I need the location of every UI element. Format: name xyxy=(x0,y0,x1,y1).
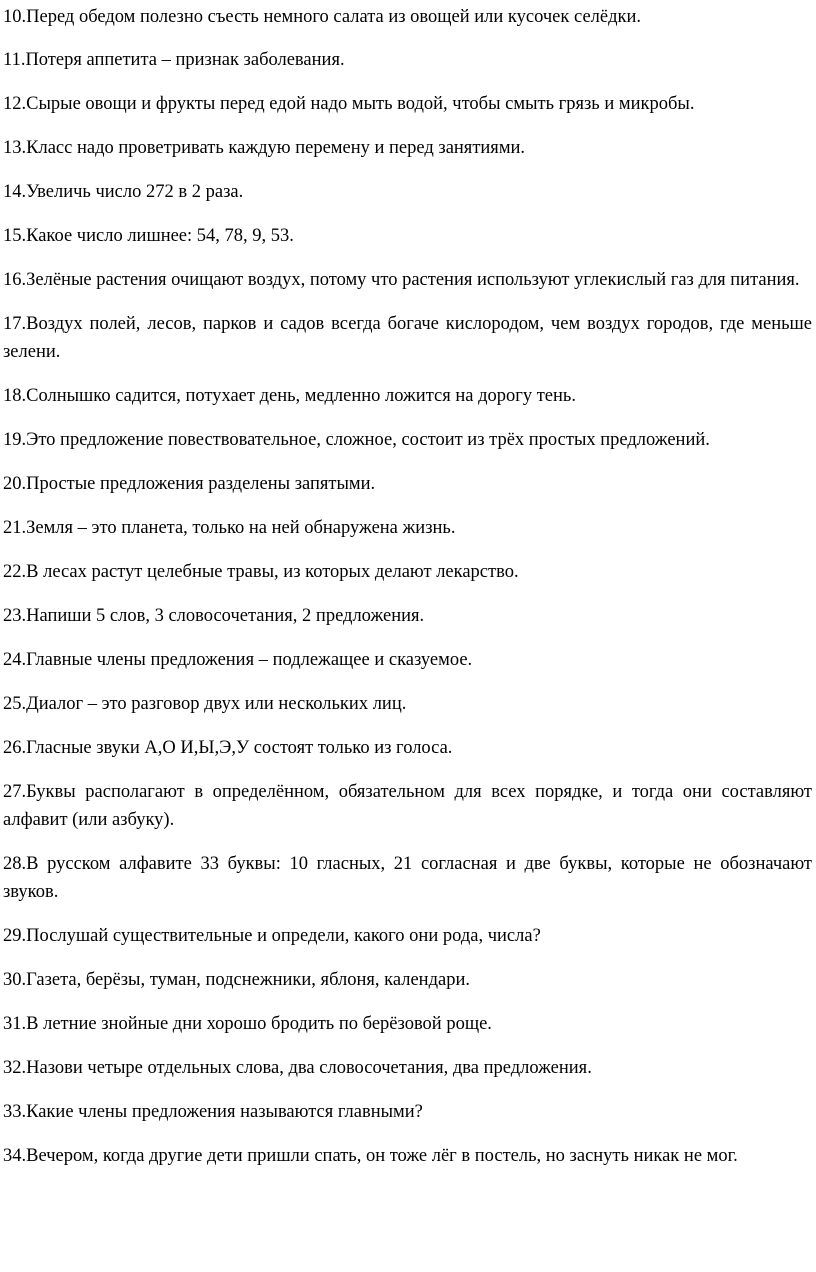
list-item: 25.Диалог – это разговор двух или нескольких лиц. xyxy=(3,694,407,714)
list-item: 34.Вечером, когда другие дети пришли спать, он тоже лёг в постель, но заснуть никак не мог. xyxy=(3,1146,738,1166)
list-item: 26.Гласные звуки А,О И,Ы,Э,У состоят только из голоса. xyxy=(3,738,453,758)
list-item: 24.Главные члены предложения – подлежащее и сказуемое. xyxy=(3,650,473,670)
list-item: 30.Газета, берёзы, туман, подснежники, яблоня, календари. xyxy=(3,970,470,990)
list-item: 27.Буквы располагают в определённом, обязательном для всех порядке, и тогда они составляют алфавит (или азбуку). xyxy=(3,782,812,830)
list-item: 21.Земля – это планета, только на ней обнаружена жизнь. xyxy=(3,518,456,538)
list-item: 15.Какое число лишнее: 54, 78, 9, 53. xyxy=(3,226,294,246)
list-item: 31.В летние знойные дни хорошо бродить по берёзовой роще. xyxy=(3,1014,492,1034)
list-item: 20.Простые предложения разделены запятыми. xyxy=(3,474,376,494)
list-item: 13.Класс надо проветривать каждую перемену и перед занятиями. xyxy=(3,138,526,158)
list-item: 18.Солнышко садится, потухает день, медленно ложится на дорогу тень. xyxy=(3,386,576,406)
list-item: 14.Увеличь число 272 в 2 раза. xyxy=(3,182,244,202)
list-item: 33.Какие члены предложения называются главными? xyxy=(3,1102,423,1122)
sentence-list xyxy=(3,3,812,1170)
list-item: 11.Потеря аппетита – признак заболевания. xyxy=(3,50,345,70)
list-item: 16.Зелёные растения очищают воздух, потому что растения используют углекислый газ для питания. xyxy=(3,270,800,290)
list-item: 12.Сырые овощи и фрукты перед едой надо мыть водой, чтобы смыть грязь и микробы. xyxy=(3,94,695,114)
document-page xyxy=(0,3,816,1272)
list-item: 17.Воздух полей, лесов, парков и садов всегда богаче кислородом, чем воздух городов, где меньше зелени. xyxy=(3,314,812,362)
list-item: 29.Послушай существительные и определи, какого они рода, числа? xyxy=(3,926,541,946)
list-item: 23.Напиши 5 слов, 3 словосочетания, 2 предложения. xyxy=(3,606,425,626)
list-item: 32.Назови четыре отдельных слова, два словосочетания, два предложения. xyxy=(3,1058,592,1078)
list-item: 19.Это предложение повествовательное, сложное, состоит из трёх простых предложений. xyxy=(3,430,710,450)
list-item: 22.В лесах растут целебные травы, из которых делают лекарство. xyxy=(3,562,519,582)
list-item: 10.Перед обедом полезно съесть немного салата из овощей или кусочек селёдки. xyxy=(3,7,642,27)
list-item: 28.В русском алфавите 33 буквы: 10 гласных, 21 согласная и две буквы, которые не обозначают звуков. xyxy=(3,854,812,902)
